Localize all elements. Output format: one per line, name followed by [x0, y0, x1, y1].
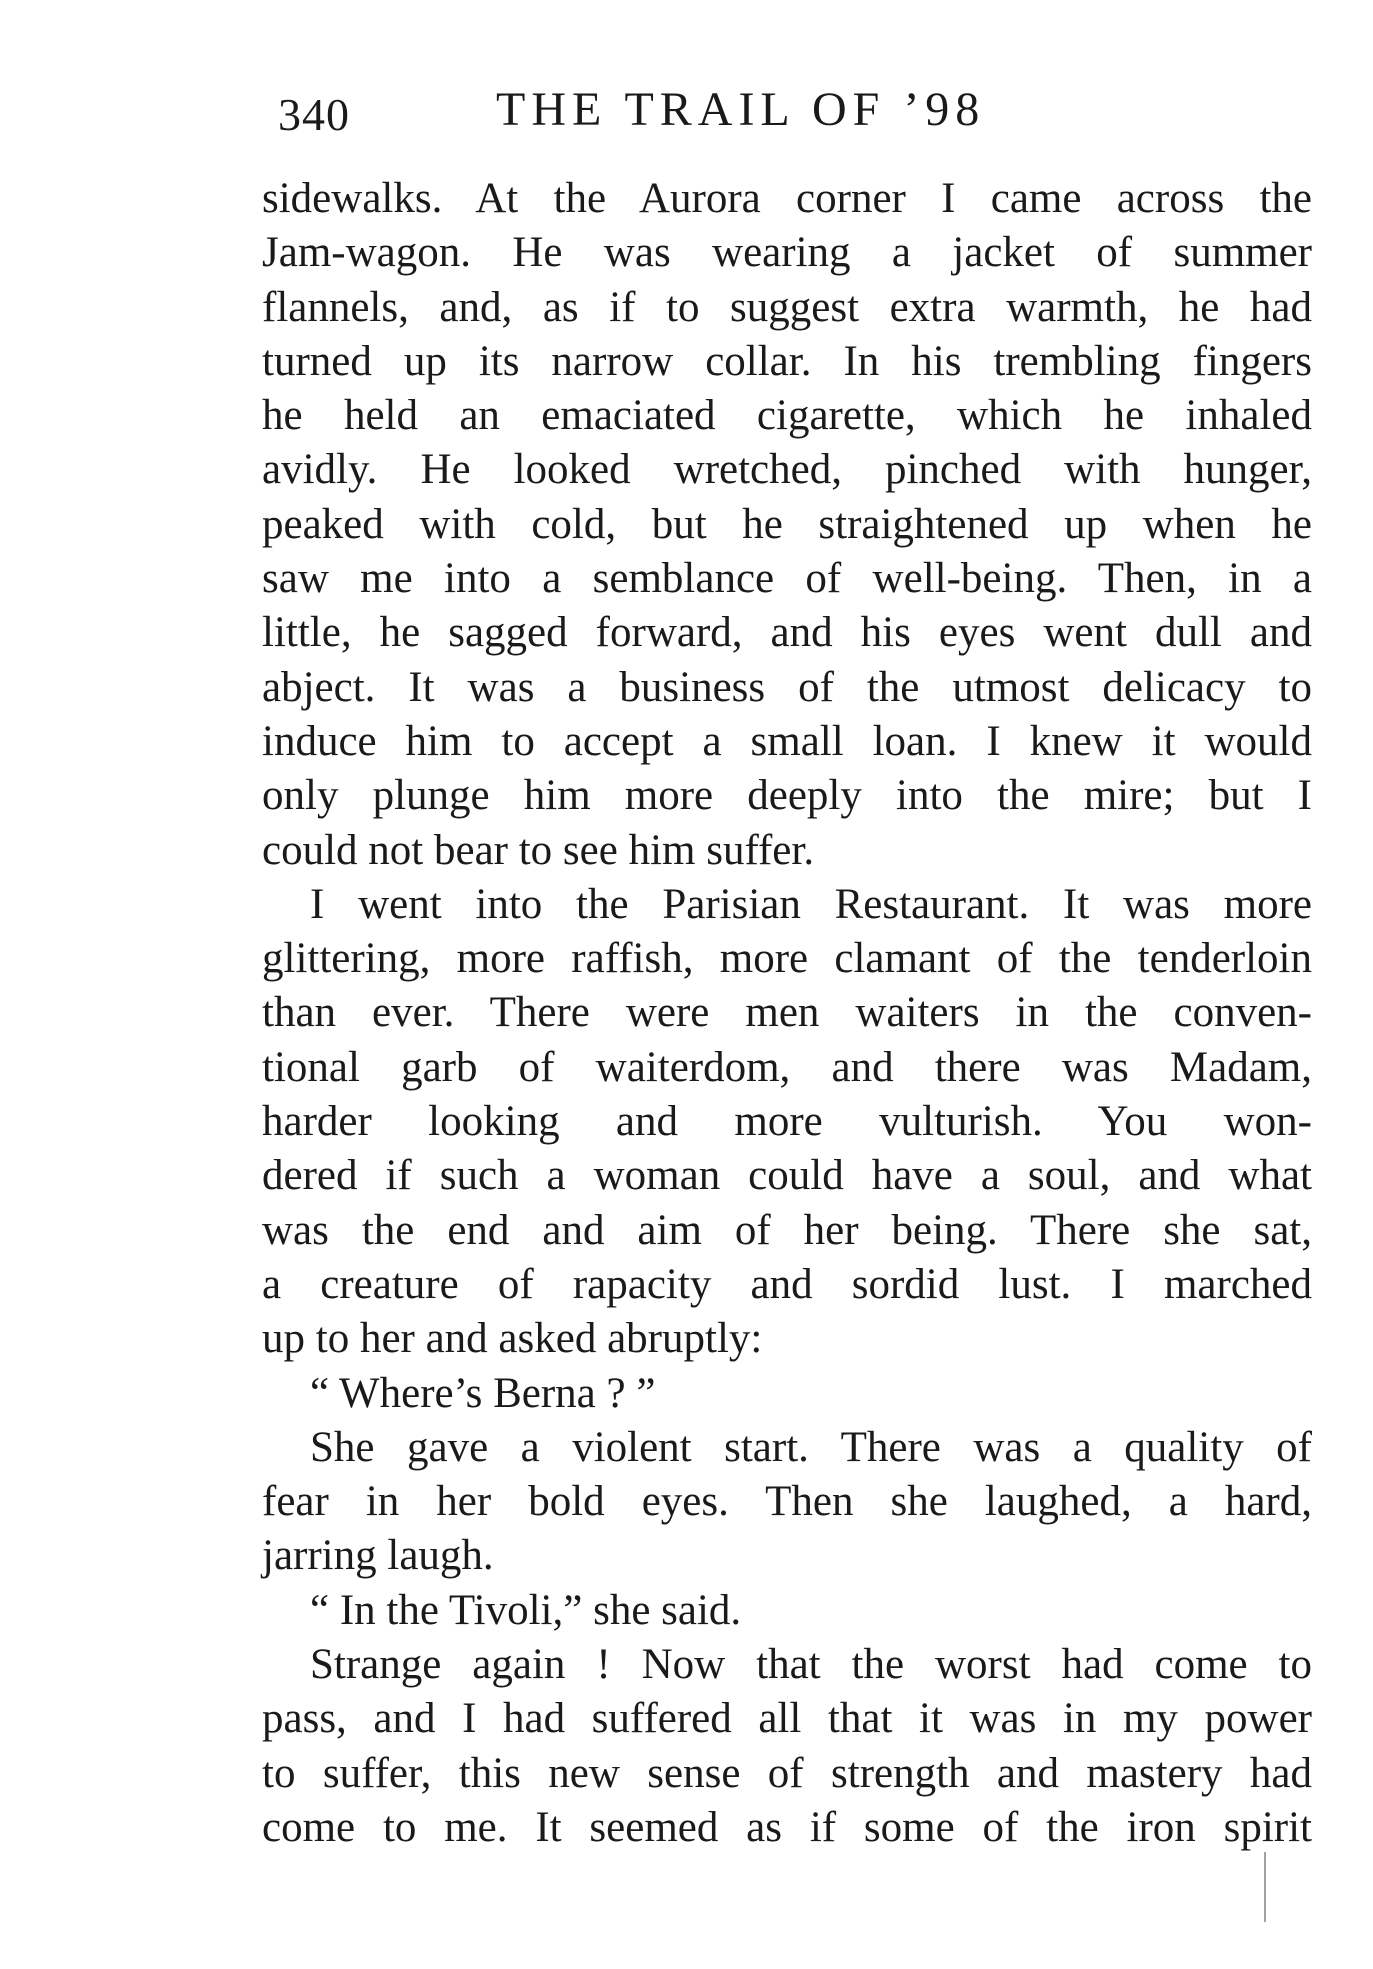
page-header [272, 82, 1312, 146]
text-line: up to her and asked abruptly: [262, 1315, 763, 1363]
text-line: turned up its narrow collar. In his trembling fingers [262, 337, 1312, 385]
text-line: little, he sagged forward, and his eyes went dull and [262, 609, 1312, 657]
text-line: only plunge him more deeply into the mire; but I [262, 772, 1312, 820]
text-line: Strange again ! Now that the worst had come to [310, 1641, 1312, 1689]
running-title: THE TRAIL OF ’98 [496, 83, 986, 136]
text-line: abject. It was a business of the utmost delicacy to [262, 663, 1312, 711]
text-line: flannels, and, as if to suggest extra warmth, he had [262, 283, 1312, 331]
text-line: She gave a violent start. There was a quality of [310, 1423, 1312, 1471]
text-line: come to me. It seemed as if some of the iron spirit [262, 1803, 1312, 1851]
text-line: than ever. There were men waiters in the conven- [262, 989, 1312, 1037]
text-line: was the end and aim of her being. There she sat, [262, 1206, 1312, 1254]
text-line: jarring laugh. [262, 1532, 494, 1580]
text-line: peaked with cold, but he straightened up when he [262, 500, 1312, 548]
text-line: a creature of rapacity and sordid lust. I marched [262, 1260, 1312, 1308]
text-line: induce him to accept a small loan. I knew it would [262, 717, 1312, 765]
text-line: “ Where’s Berna ? ” [310, 1369, 656, 1417]
text-line: glittering, more raffish, more clamant of the tenderloin [262, 935, 1312, 983]
text-line: saw me into a semblance of well-being. Then, in a [262, 555, 1312, 603]
text-line: sidewalks. At the Aurora corner I came across the [262, 175, 1312, 222]
text-line: tional garb of waiterdom, and there was Madam, [262, 1043, 1312, 1091]
text-line: I went into the Parisian Restaurant. It was more [310, 880, 1312, 928]
body-text [262, 172, 1312, 1855]
text-line: harder looking and more vulturish. You won- [262, 1098, 1312, 1146]
text-line: dered if such a woman could have a soul, and what [262, 1152, 1312, 1200]
text-line: “ In the Tivoli,” she said. [310, 1586, 742, 1634]
text-line: pass, and I had suffered all that it was in my power [262, 1695, 1312, 1743]
text-line: fear in her bold eyes. Then she laughed, a hard, [262, 1478, 1312, 1526]
text-line: Jam-wagon. He was wearing a jacket of summer [262, 229, 1312, 277]
margin-mark [1264, 1852, 1266, 1922]
text-line: to suffer, this new sense of strength and mastery had [262, 1749, 1312, 1797]
text-line: could not bear to see him suffer. [262, 826, 815, 874]
text-line: he held an emaciated cigarette, which he inhaled [262, 392, 1312, 440]
text-line: avidly. He looked wretched, pinched with hunger, [262, 446, 1312, 494]
page-number: 340 [278, 89, 350, 140]
